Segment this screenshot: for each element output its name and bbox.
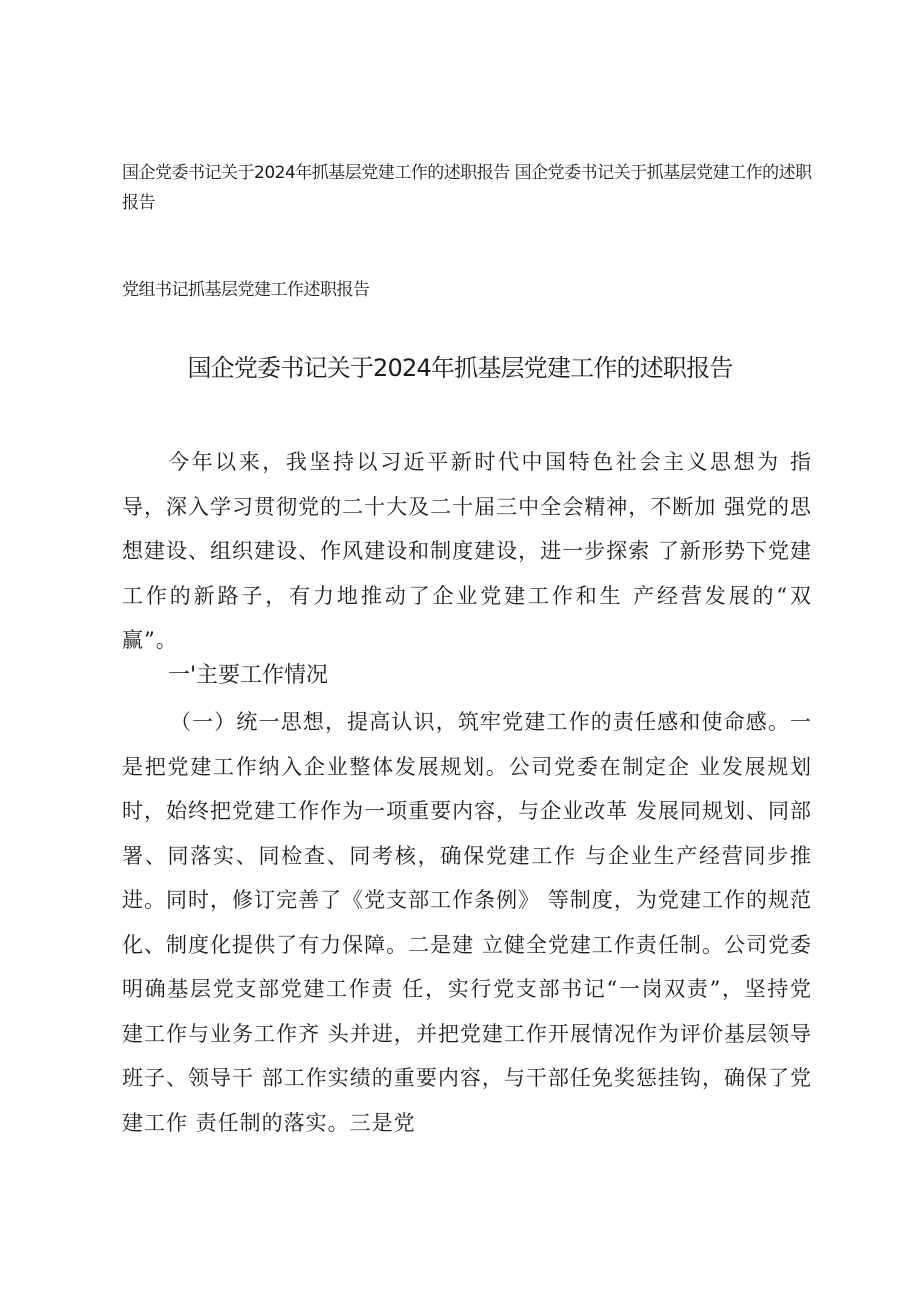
section-heading: 一'主要工作情况 [168,663,329,688]
header-block [122,158,812,218]
intro-paragraph: 今年以来，我坚持以习近平新时代中国特色社会主义思想为 指导，深入学习贯彻党的二十大及二十届三中全会精神，不断加 强党的思想建设、组织建设、作风建设和制度建设，进一步探索 了新形势下党建工作的新路子，有力地推动了企业党建工作和生 产经营发展的“双赢”。 [122,450,812,652]
document-title: 国企党委书记关于2024年抓基层党建工作的述职报告 [187,354,733,382]
collection-title: 国企党委书记关于2024年抓基层党建工作的述职报告 国企党委书记关于抓基层党建工作的述职报告 [122,163,812,213]
section-paragraph: （一）统一思想，提高认识，筑牢党建工作的责任感和使命感。一是把党建工作纳入企业整体发展规划。公司党委在制定企 业发展规划时，始终把党建工作作为一项重要内容，与企业改革 发展同规划、同部署、同落实、同检查、同考核，确保党建工作 与企业生产经营同步推进。同时，修订完善了《党支部工作条例》 等制度，为党建工作的规范化、制度化提供了有力保障。二是建 立健全党建工作责任制。公司党委明确基层党支部党建工作责 任，实行党支部书记“一岗双责”，坚持党建工作与业务工作齐 头并进，并把党建工作开展情况作为评价基层领导班子、领导干 部工作实绩的重要内容，与干部任免奖惩挂钩，确保了党建工作 责任制的落实。三是党 [122,710,812,1135]
collection-subtitle: 党组书记抓基层党建工作述职报告 [122,280,370,300]
